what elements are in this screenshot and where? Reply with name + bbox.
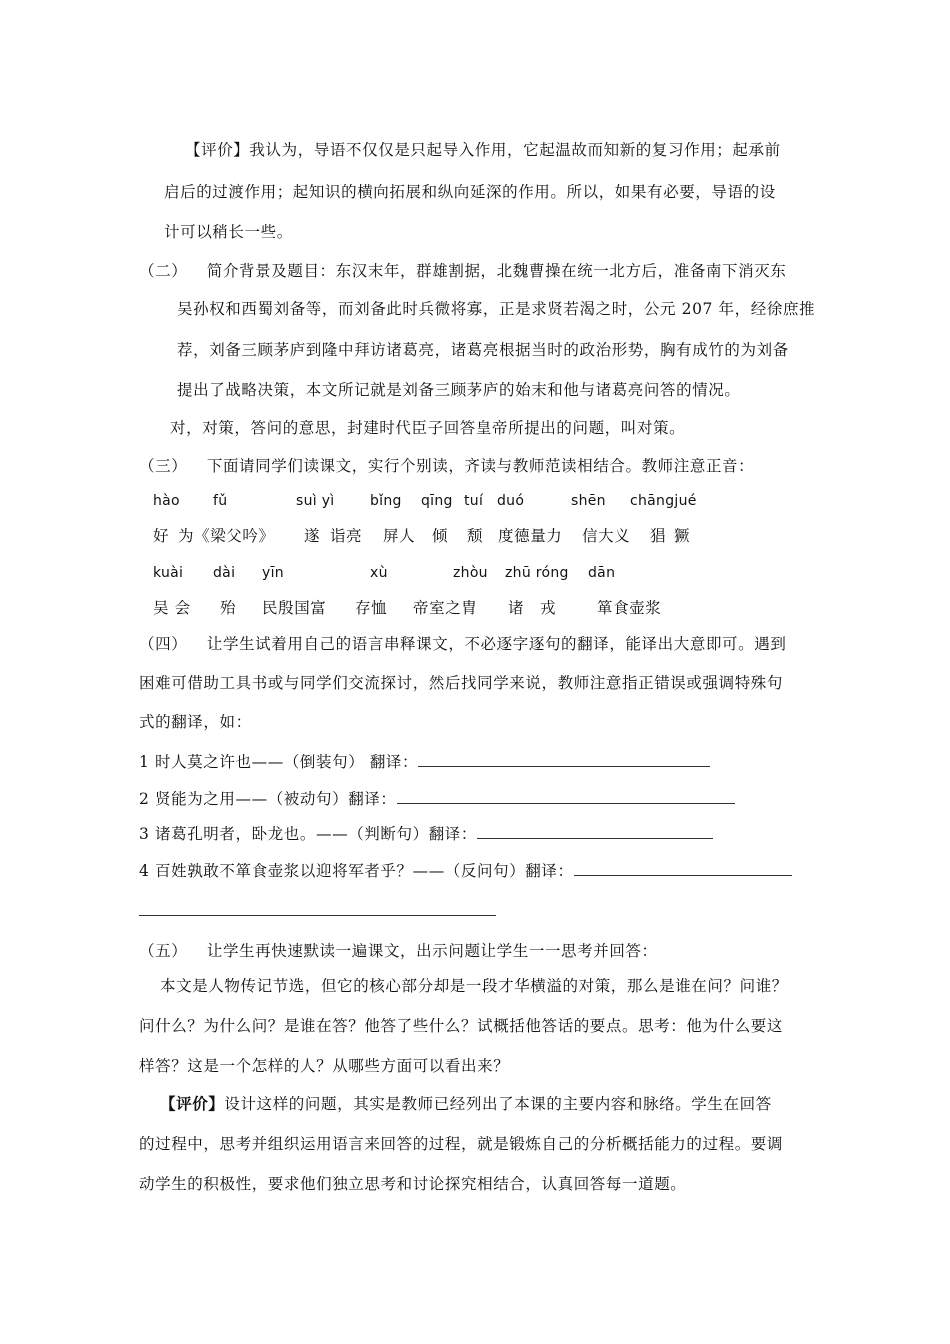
word: 屏人 [383,527,416,545]
evaluation-tag: 【评价】 [185,141,250,159]
evaluation-paragraph-1-line-3: 计可以稍长一些。 [164,223,293,241]
section-2-line-3: 荐，刘备三顾茅庐到隆中拜访诸葛亮，诸葛亮根据当时的政治形势，胸有成竹的为刘备 [177,341,789,359]
translation-prompt: 2 贤能为之用——（被动句）翻译： [139,790,397,808]
section-5-question-line-3: 样答？这是一个怎样的人？从哪些方面可以看出来？ [139,1057,510,1075]
pinyin: shēn [571,493,606,509]
section-4-line-1 [139,634,786,654]
text-line: 下面请同学们读课文，实行个别读，齐读与教师范读相结合。教师注意正音： [206,457,755,475]
word: 诸 [508,599,525,617]
text-line: 简介背景及题目：东汉末年，群雄割据，北魏曹操在统一北方后，准备南下消灭东 [206,262,787,280]
section-5-question-line-1: 本文是人物传记节选，但它的核心部分却是一段才华横溢的对策，那么是谁在问？问谁？ [160,977,788,995]
word: 帝室之胄 [413,599,478,617]
pinyin: zhū róng [505,565,569,581]
pinyin: yīn [262,565,284,581]
pinyin: duó [497,493,525,509]
pinyin: dài [213,565,236,581]
translation-prompt: 1 时人莫之许也——（倒装句） 翻译： [139,753,419,771]
word: 诣亮 [330,527,363,545]
word: 猖 [650,527,667,545]
text-line: 设计这样的问题，其实是教师已经列出了本课的主要内容和脉络。学生在回答 [224,1095,772,1113]
evaluation-paragraph-2-line-1 [160,1094,772,1114]
translation-prompt: 3 诸葛孔明者，卧龙也。——（判断句）翻译： [139,825,477,843]
word: 獗 [674,527,691,545]
section-5-number: （五） [139,942,188,960]
pinyin: zhòu [453,565,488,581]
section-2-line-4: 提出了战略决策，本文所记就是刘备三顾茅庐的始末和他与诸葛亮问答的情况。 [177,381,741,399]
translation-item-4 [139,861,792,881]
pinyin: suì yì [296,493,335,509]
word: 倾 [432,527,449,545]
pinyin: fǔ [213,493,228,509]
translation-item-1 [139,752,710,772]
pinyin: dān [588,565,616,581]
translation-item-3 [139,824,713,844]
word: 信大义 [582,527,631,545]
word: 戎 [540,599,557,617]
section-2-line-1 [139,261,786,281]
answer-blank-continuation[interactable] [139,915,496,916]
evaluation-paragraph-1-line-2: 启后的过渡作用；起知识的横向拓展和纵向延深的作用。所以，如果有必要，导语的设 [164,183,776,201]
answer-blank[interactable] [397,789,735,804]
translation-prompt: 4 百姓孰敢不箪食壶浆以迎将军者乎？——（反问句）翻译： [139,862,574,880]
section-5-question-line-2: 问什么？为什么问？是谁在答？他答了些什么？试概括他答话的要点。思考：他为什么要这 [139,1017,784,1035]
section-3-line-1 [139,456,754,476]
evaluation-paragraph-2-line-3: 动学生的积极性，要求他们独立思考和讨论探究相结合，认真回答每一道题。 [139,1175,687,1193]
word: 吴 会 [153,599,191,617]
word: 好 [153,527,170,545]
section-4-line-2: 困难可借助工具书或与同学们交流探讨，然后找同学来说，教师注意指正错误或强调特殊句 [139,674,784,692]
answer-blank[interactable] [477,824,713,839]
word: 存恤 [355,599,388,617]
evaluation-tag: 【评价】 [160,1094,225,1113]
pinyin: hào [153,493,180,509]
section-2-line-5: 对，对策，答问的意思，封建时代臣子回答皇帝所提出的问题，叫对策。 [170,419,686,437]
text-line: 让学生试着用自己的语言串释课文，不必逐字逐句的翻译，能译出大意即可。遇到 [206,635,787,653]
pinyin: bǐng [370,493,402,509]
answer-blank[interactable] [574,861,792,876]
word: 民殷国富 [262,599,327,617]
pinyin: tuí [464,493,484,509]
section-4-line-3: 式的翻译，如： [139,713,252,731]
word: 箪食壶浆 [597,599,662,617]
evaluation-paragraph-2-line-2: 的过程中，思考并组织运用语言来回答的过程，就是锻炼自己的分析概括能力的过程。要调 [139,1135,784,1153]
translation-item-2 [139,789,735,809]
pinyin: chāngjué [630,493,697,509]
word: 颓 [467,527,484,545]
text-line: 让学生再快速默读一遍课文，出示问题让学生一一思考并回答： [206,942,658,960]
section-2-line-2: 吴孙权和西蜀刘备等，而刘备此时兵微将寡，正是求贤若渴之时，公元 207 年，经徐庶推 [177,300,816,318]
section-5-line-1 [139,941,658,961]
answer-blank[interactable] [418,752,710,767]
section-2-number: （二） [139,262,188,280]
section-3-number: （三） [139,457,188,475]
pinyin: kuài [153,565,184,581]
pinyin: xù [370,565,388,581]
section-4-number: （四） [139,635,188,653]
word: 殆 [220,599,237,617]
word: 遂 [304,527,321,545]
word: 度德量力 [498,527,563,545]
pinyin: qīng [421,493,453,509]
text-line: 我认为，导语不仅仅是只起导入作用，它起温故而知新的复习作用；起承前 [249,141,781,159]
word: 为《梁父吟》 [178,527,275,545]
evaluation-paragraph-1-line-1 [185,140,781,160]
